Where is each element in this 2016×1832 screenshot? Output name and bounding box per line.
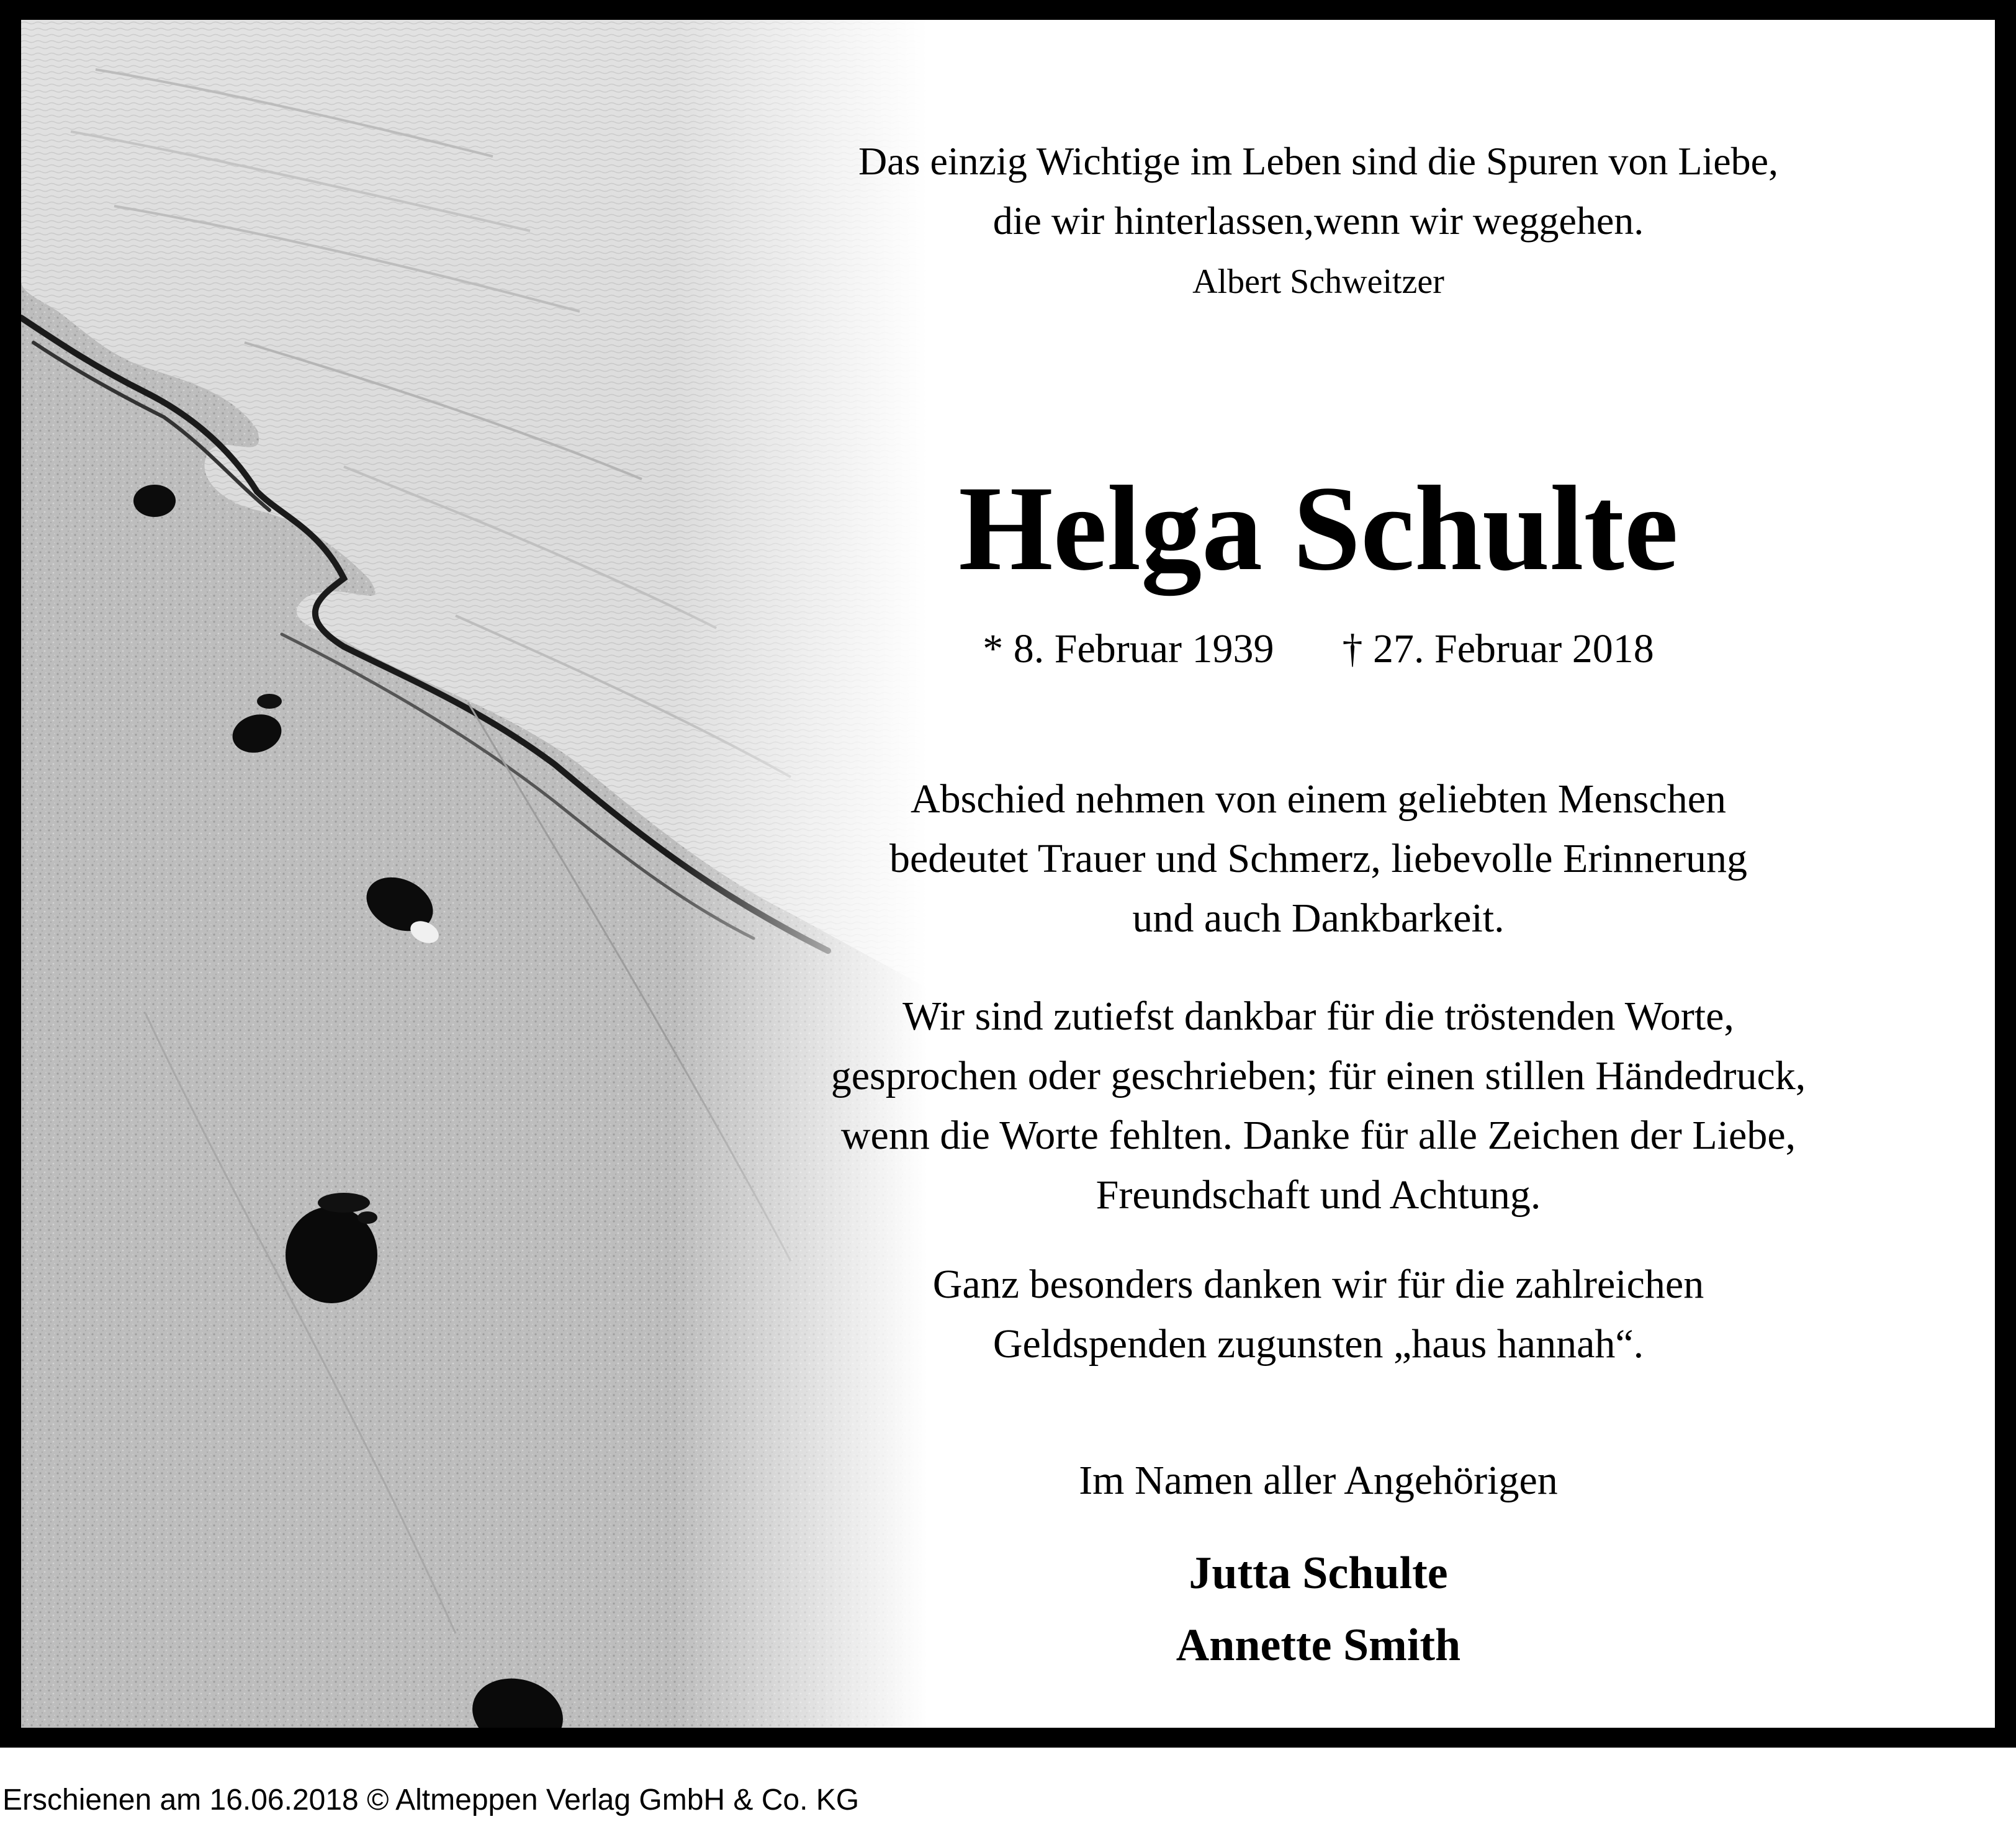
message-line: Ganz besonders danken wir für die zahlreichen — [932, 1262, 1704, 1307]
message-line: und auch Dankbarkeit. — [1132, 896, 1505, 941]
death-date: † 27. Februar 2018 — [1342, 626, 1654, 671]
signer-name: Annette Smith — [1176, 1620, 1461, 1671]
message-line: gesprochen oder geschrieben; für einen stillen Händedruck, — [830, 1053, 1806, 1098]
signoff-intro: Im Namen aller Angehörigen — [1079, 1458, 1558, 1503]
message-line: Wir sind zutiefst dankbar für die tröstenden Worte, — [902, 994, 1734, 1039]
quote-author: Albert Schweitzer — [1192, 263, 1444, 301]
signer-name: Jutta Schulte — [1189, 1548, 1448, 1599]
message-line: wenn die Worte fehlten. Danke für alle Zeichen der Liebe, — [840, 1113, 1796, 1158]
publication-credit: Erschienen am 16.06.2018 © Altmeppen Verlag GmbH & Co. KG — [2, 1784, 860, 1816]
obituary-ad — [21, 20, 1995, 1728]
quote-line: die wir hinterlassen,wenn wir weggehen. — [992, 199, 1644, 243]
life-dates — [691, 619, 1945, 679]
deceased-name: Helga Schulte — [958, 461, 1678, 596]
message-line: Abschied nehmen von einem geliebten Menschen — [910, 776, 1727, 822]
obituary-text — [691, 20, 1945, 1728]
message-line: Geldspenden zugunsten „haus hannah“. — [992, 1321, 1644, 1367]
birth-date: * 8. Februar 1939 — [983, 626, 1274, 671]
message-line: Freundschaft und Achtung. — [1096, 1172, 1541, 1218]
quote-line: Das einzig Wichtige im Leben sind die Spuren von Liebe, — [858, 139, 1779, 183]
message-line: bedeutet Trauer und Schmerz, liebevolle Erinnerung — [889, 836, 1747, 881]
